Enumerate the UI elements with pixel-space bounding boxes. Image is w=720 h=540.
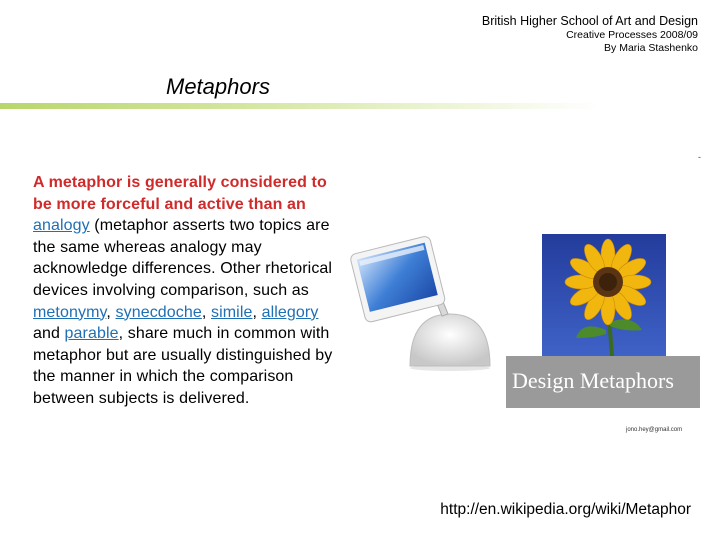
separator: , [201,303,211,321]
sunflower-icon [542,234,666,356]
slide-title: Metaphors [166,74,270,99]
link-simile[interactable]: simile [211,303,253,321]
poster-caption-band [506,356,700,408]
link-analogy[interactable]: analogy [33,217,90,235]
school-name: British Higher School of Art and Design [481,14,698,28]
link-allegory[interactable]: allegory [261,303,319,321]
slide-header [482,14,698,55]
poster-email: jono.hey@gmail.com [626,427,683,433]
emphasis-text: A metaphor is generally considered to be more forceful and active than an [33,174,327,213]
link-parable[interactable]: parable [64,325,119,343]
title-divider [0,103,600,109]
course-name: Creative Processes 2008/09 [566,29,698,41]
separator: , [106,303,116,321]
link-synecdoche[interactable]: synecdoche [115,303,202,321]
body-paragraph [33,172,333,410]
body-text-1: (metaphor asserts two topics are the same whereas analogy may acknowledge differences. Other rhetorical devices involving comparison, such as [33,217,333,299]
separator: , [252,303,262,321]
corner-mark: - [698,152,701,162]
body-text-2: , share much in common with metaphor but are usually distinguished by the manner in which the comparison between subjects is delivered. [33,325,333,407]
design-metaphors-image [506,234,700,408]
author-name: By Maria Stashenko [604,42,698,54]
link-metonymy[interactable]: metonymy [33,303,107,321]
separator: and [33,325,65,343]
imac-computer-image [350,232,500,372]
poster-caption: Design Metaphors [512,368,674,393]
source-url[interactable]: http://en.wikipedia.org/wiki/Metaphor [440,501,691,518]
poster-sky [542,234,666,356]
